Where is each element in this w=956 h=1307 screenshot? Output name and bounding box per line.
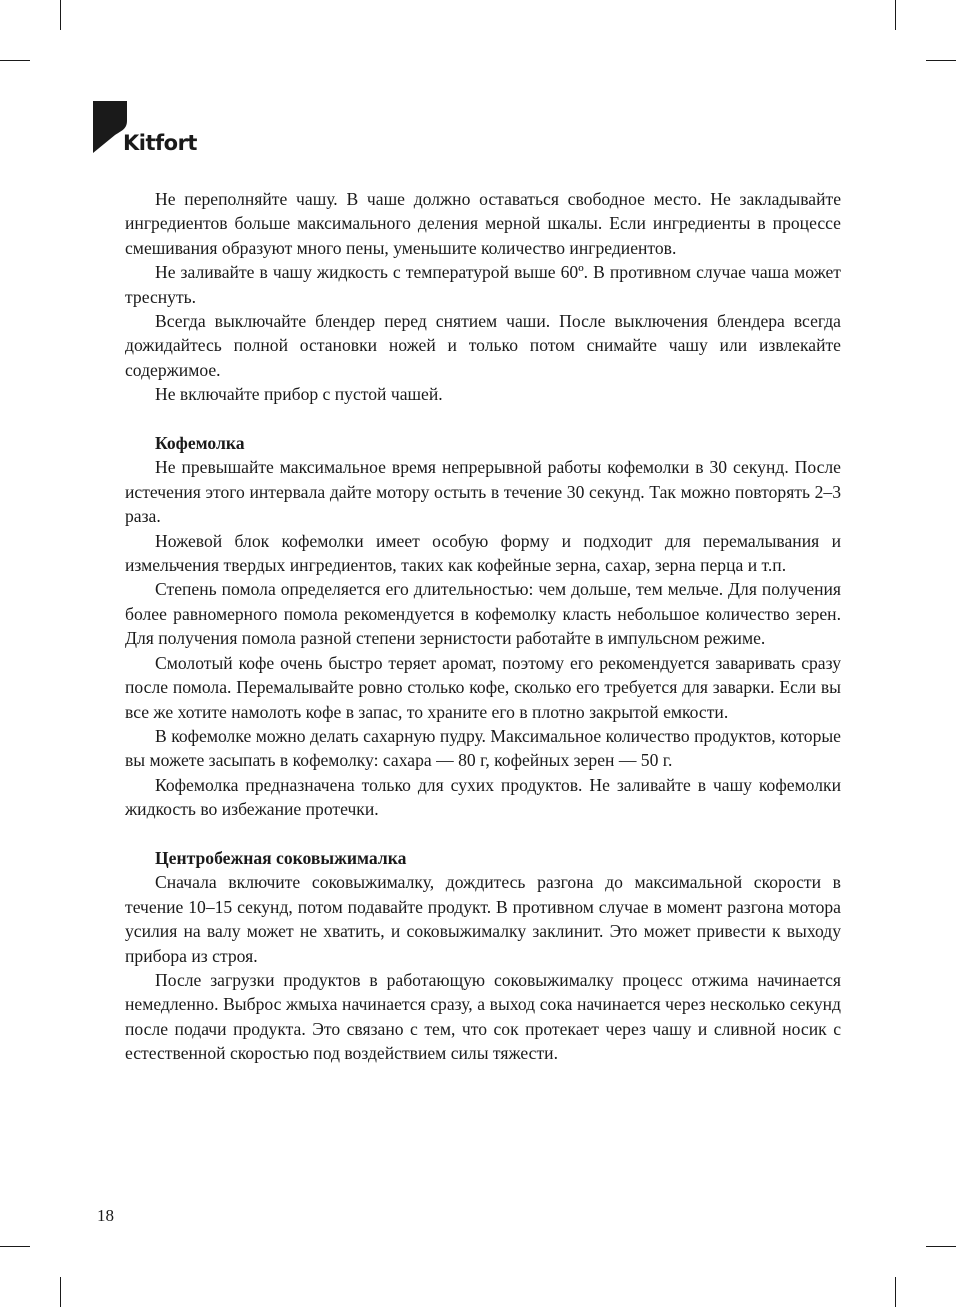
paragraph: Не переполняйте чашу. В чаше должно оставаться свободное место. Не закладывайте ингредиентов больше максимального деления мерной шкалы. Если ингредиенты в процессе смешивания образуют много пены, уменьшите количество ингредиентов. xyxy=(125,189,841,258)
kitfort-logo xyxy=(93,101,203,157)
crop-mark-top-right-h xyxy=(926,60,956,61)
crop-mark-bottom-right xyxy=(895,1277,896,1307)
kitfort-logo-mark-icon xyxy=(93,101,127,153)
section-heading-centrifugal-juicer: Центробежная соковыжималка xyxy=(155,847,407,868)
paragraph: Не заливайте в чашу жидкость с температурой выше 60º. В противном случае чаша может треснуть. xyxy=(125,262,841,307)
section-heading-coffee-grinder: Кофемолка xyxy=(155,433,245,454)
paragraph: Сначала включите соковыжималку, дождитесь разгона до максимальной скорости в течение 10–15 секунд, потом подавайте продукт. В противном случае в момент разгона мотора усилия на валу может не хватить, и соковыжималку заклинит. Это может привести к выходу прибора из строя. xyxy=(125,872,841,966)
crop-mark-top-right xyxy=(895,0,896,30)
paragraph: Не превышайте максимальное время непрерывной работы кофемолки в 30 секунд. После истечения этого интервала дайте мотору остыть в течение 30 секунд. Так можно повторять 2–3 раза. xyxy=(125,457,841,527)
crop-mark-top-left xyxy=(60,0,61,30)
paragraph: После загрузки продуктов в работающую соковыжималку процесс отжима начинается немедленно. Выброс жмыха начинается сразу, а выход сока начинается через несколько секунд после подачи продукта. Это связано с тем, что сок протекает через чашу и сливной носик с естественной скоростью под воздействием силы тяжести. xyxy=(125,969,841,1064)
crop-mark-top-left-h xyxy=(0,60,30,61)
paragraph: Не включайте прибор с пустой чашей. xyxy=(155,384,443,405)
document-body xyxy=(125,187,841,1066)
crop-mark-bottom-right-h xyxy=(926,1246,956,1247)
paragraph: Всегда выключайте блендер перед снятием чаши. После выключения блендера всегда дожидайтесь полной остановки ножей и только потом снимайте чашу или извлекайте содержимое. xyxy=(125,311,841,380)
page-number: 18 xyxy=(97,1206,114,1225)
paragraph: В кофемолке можно делать сахарную пудру. Максимальное количество продуктов, которые вы можете засыпать в кофемолку: сахара — 80 г, кофейных зерен — 50 г. xyxy=(125,725,841,771)
paragraph: Ножевой блок кофемолки имеет особую форму и подходит для перемалывания и измельчения твердых ингредиентов, таких как кофейные зерна, сахар, зерна перца и т.п. xyxy=(125,530,841,576)
paragraph: Степень помола определяется его длительностью: чем дольше, тем мельче. Для получения более равномерного помола рекомендуется в кофемолку класть небольшое количество зерен. Для получения помола разной степени зернистости работайте в импульсном режиме. xyxy=(125,579,841,649)
paragraph: Смолотый кофе очень быстро теряет аромат, поэтому его рекомендуется заваривать сразу после помола. Перемалывайте ровно столько кофе, сколько его требуется для заварки. Если вы все же хотите намолоть кофе в запас, то храните его в плотно закрытой емкости. xyxy=(125,652,841,722)
brand-name: Kitfort xyxy=(123,131,197,155)
paragraph: Кофемолка предназначена только для сухих продуктов. Не заливайте в чашу кофемолки жидкость во избежание протечки. xyxy=(125,774,841,820)
crop-mark-bottom-left xyxy=(60,1277,61,1307)
crop-mark-bottom-left-h xyxy=(0,1246,30,1247)
